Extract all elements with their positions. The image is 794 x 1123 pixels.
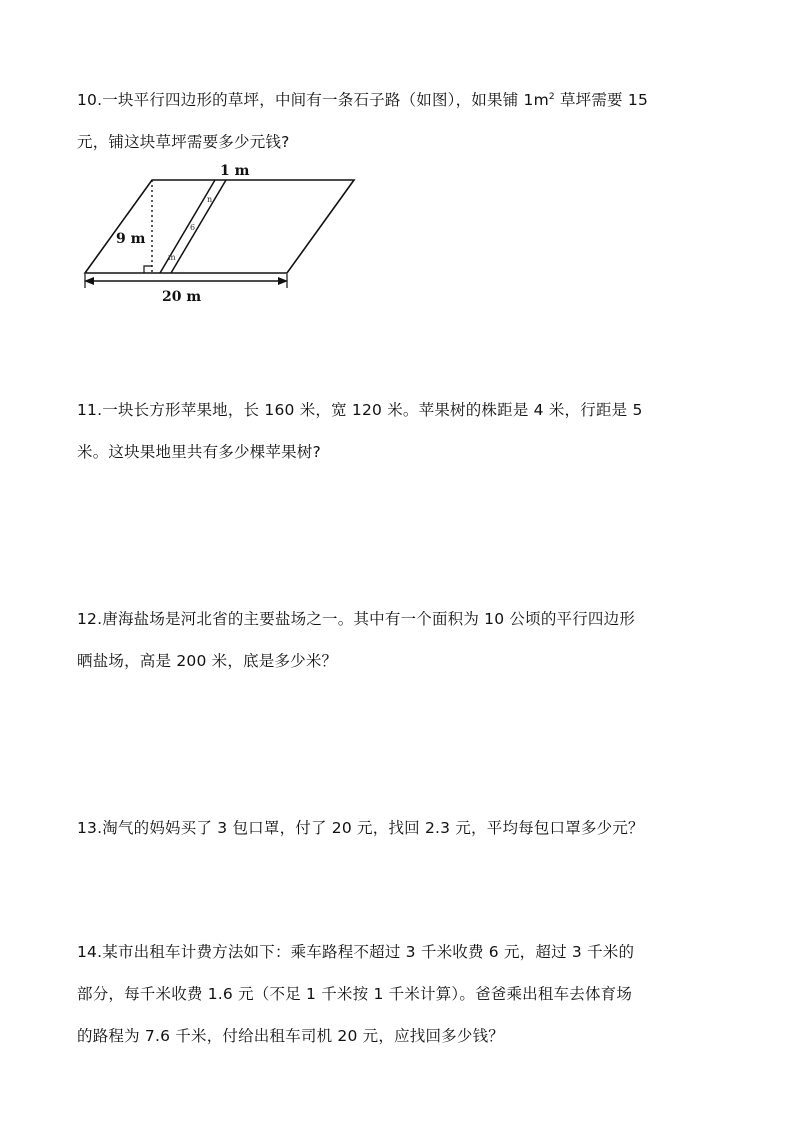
q14-line-3: 的路程为 7.6 千米，付给出租车司机 20 元，应找回多少钱？ [77, 1027, 504, 1045]
q11-line-2: 米。这块果地里共有多少棵苹果树? [77, 443, 321, 461]
svg-text:n: n [207, 195, 213, 204]
base-label: 20 m [162, 289, 202, 305]
superscript-2: 2 [548, 91, 555, 102]
q10-line-2: 元，铺这块草坪需要多少元钱? [77, 133, 290, 151]
q10-line-1: 10.一块平行四边形的草坪，中间有一条石子路（如图），如果铺 $1m^2$ 草坪需要 15 [77, 91, 649, 109]
q14-line-2: 部分，每千米收费 1.6 元（不足 1 千米按 1 千米计算）。爸爸乘出租车去体育场 [77, 985, 633, 1003]
q12-line-2: 晒盐场，高是 200 米，底是多少米？ [77, 652, 338, 670]
q12-line-1: 12.唐海盐场是河北省的主要盐场之一。其中有一个面积为 10 公顷的平行四边形 [77, 610, 636, 628]
road-width-label: 1 m [220, 163, 250, 179]
road-edge-right [171, 180, 226, 273]
right-angle-marker [144, 266, 152, 273]
q14-line-1: 14.某市出租车计费方法如下：乘车路程不超过 3 千米收费 6 元，超过 3 千米的 [77, 943, 635, 961]
parallelogram-outline [85, 180, 354, 273]
height-label: 9 m [116, 231, 146, 247]
parallelogram-lawn-figure [80, 160, 370, 305]
svg-text:m: m [168, 253, 176, 262]
q11-line-1: 11.一块长方形苹果地，长 160 米，宽 120 米。苹果树的株距是 4 米，行距是 5 [77, 401, 643, 419]
svg-text:6: 6 [190, 223, 196, 232]
q13-line-1: 13.淘气的妈妈买了 3 包口罩，付了 20 元，找回 2.3 元，平均每包口罩多少元？ [77, 819, 644, 837]
